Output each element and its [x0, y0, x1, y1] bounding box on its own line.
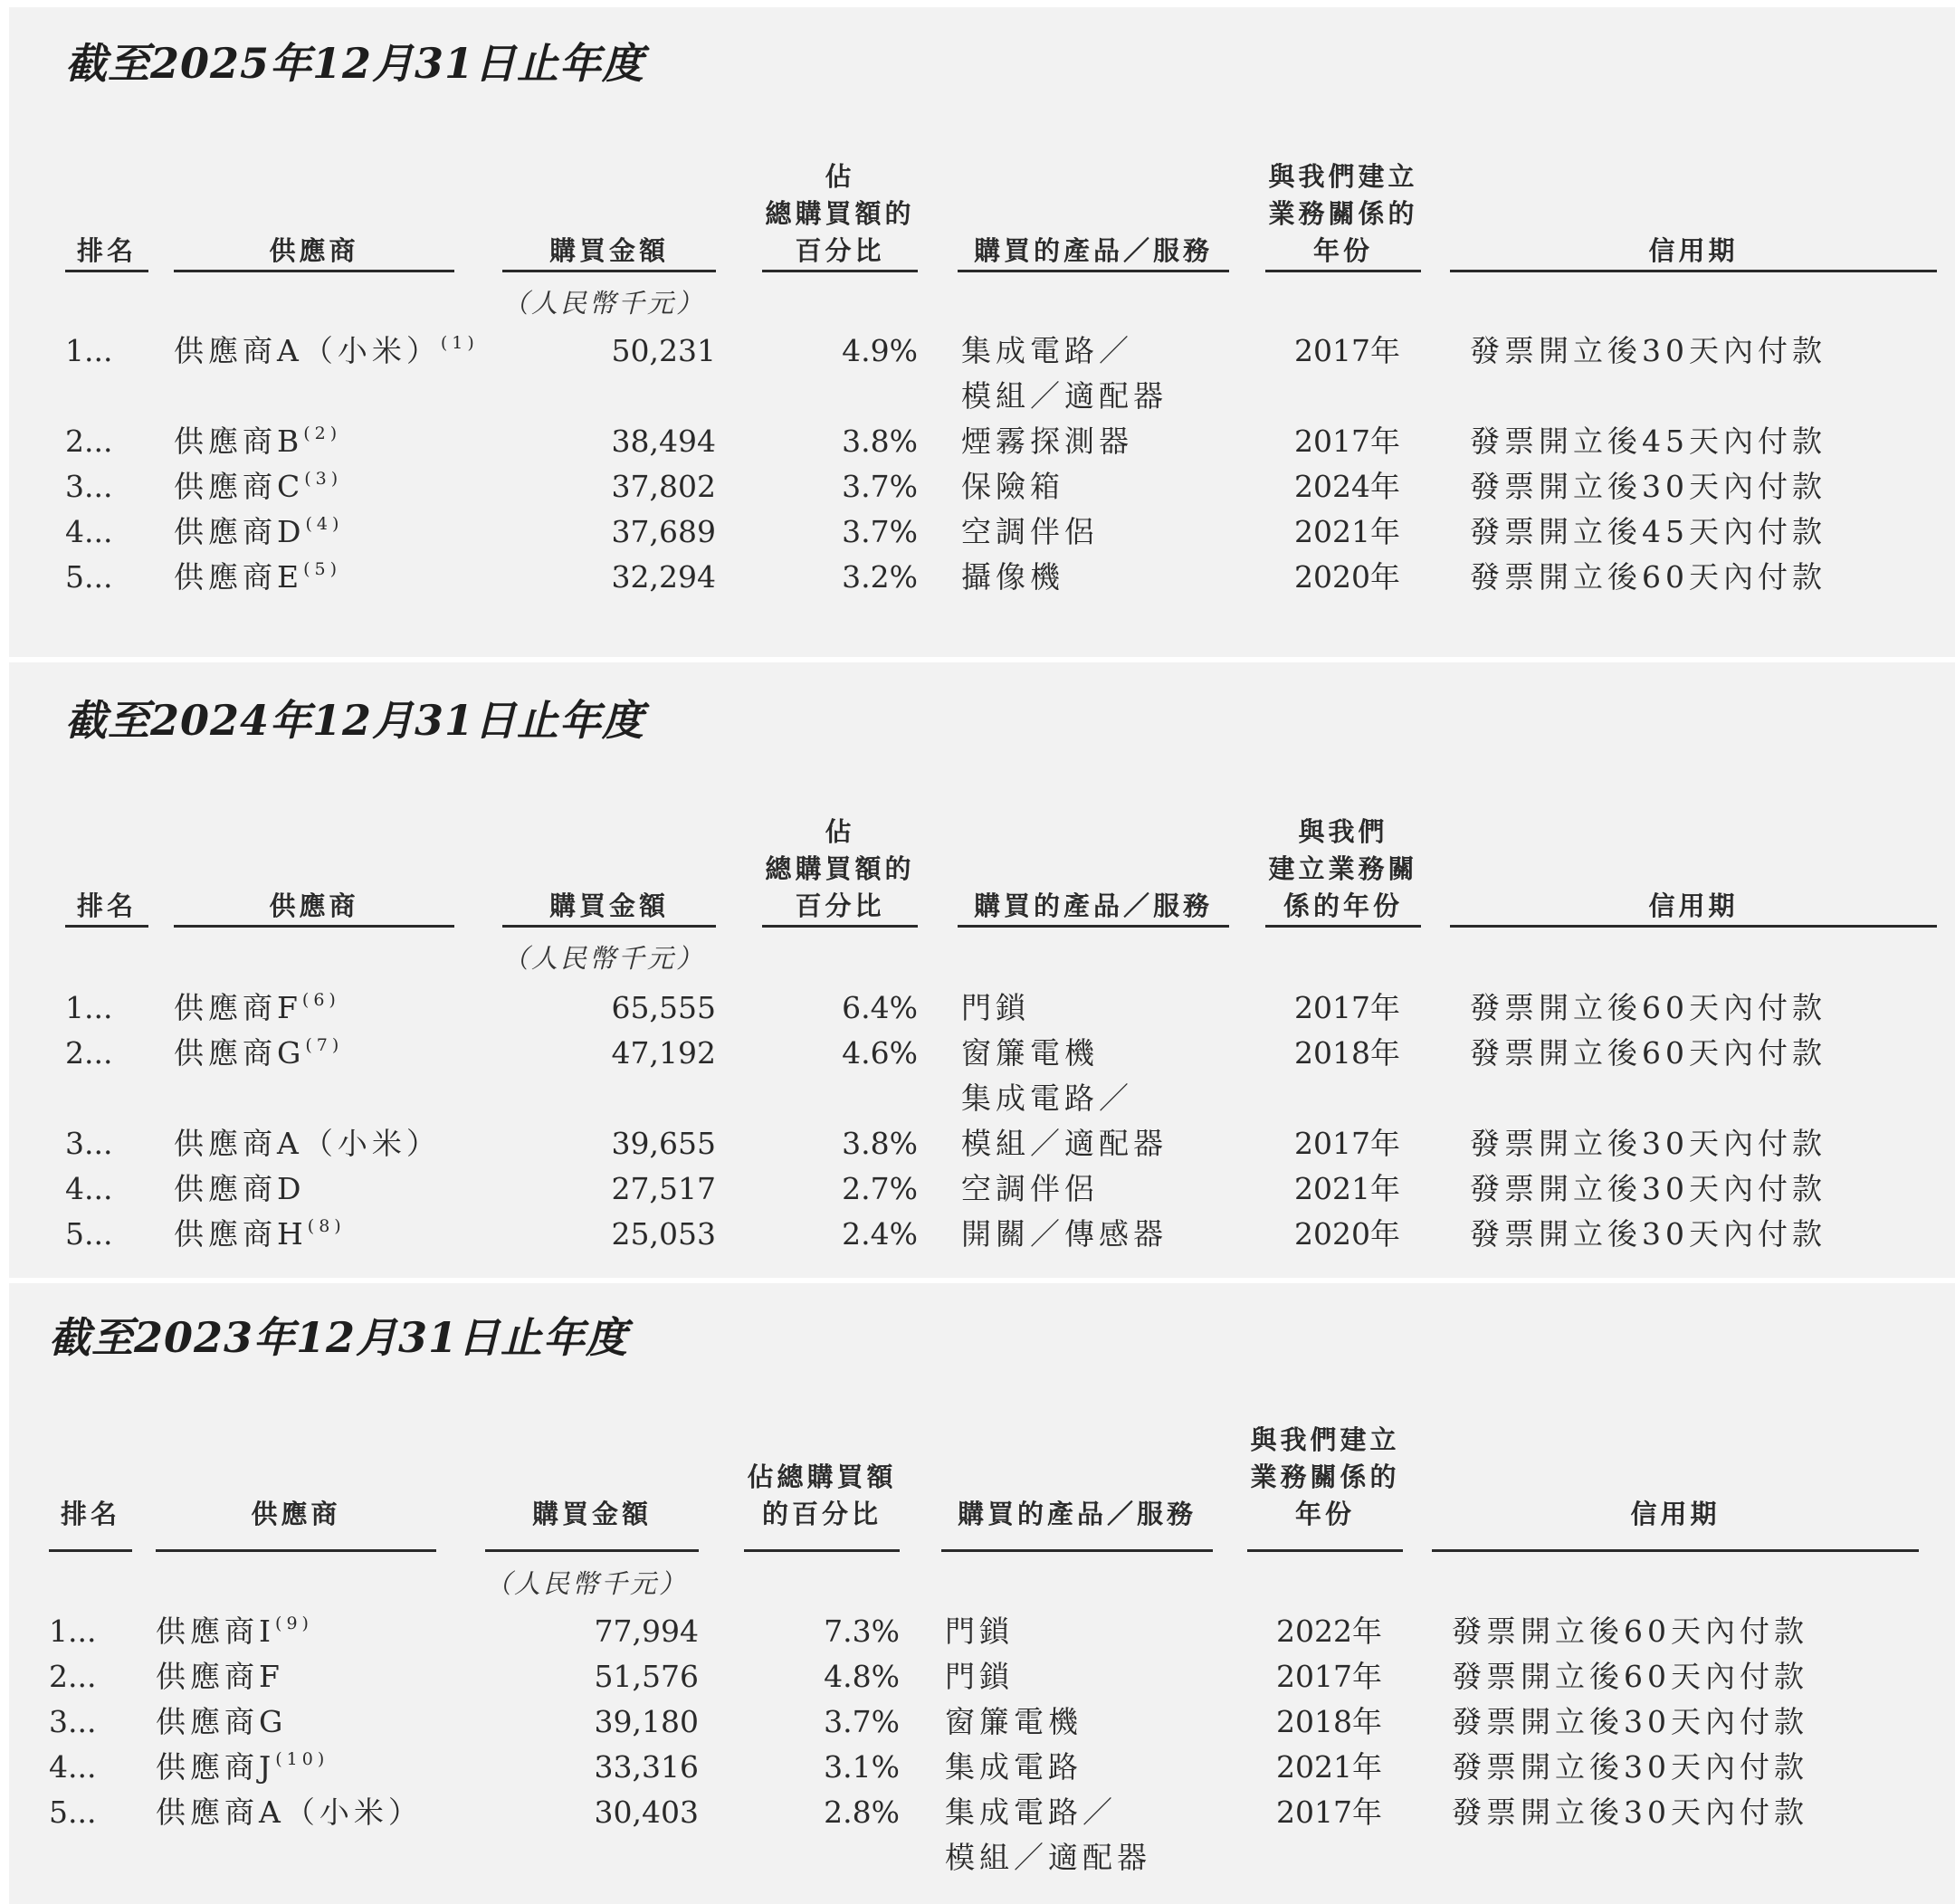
product-cell: 保險箱 [961, 469, 1064, 504]
footnote-ref: (6) [301, 990, 340, 1010]
header-product: 購買的產品／服務 [973, 890, 1213, 921]
year-cell: 2017年 [1276, 1795, 1382, 1830]
supplier-cell: 供應商$I^{(9)}$ [156, 1614, 313, 1649]
table-row [9, 509, 1955, 555]
year-cell: 2017年 [1276, 1659, 1382, 1694]
header-rule [65, 925, 148, 928]
header-percentage: 佔總購買額 的百分比 [747, 1461, 897, 1529]
year-cell: 2021年 [1294, 514, 1400, 549]
header-rule [958, 270, 1229, 272]
section-2024 [9, 662, 1955, 1278]
header-rule [1450, 925, 1937, 928]
header-rule [762, 925, 918, 928]
section-2025 [9, 7, 1955, 657]
header-years: 與我們 建立業務關 係的年份 [1268, 816, 1418, 921]
credit-cell: 發票開立後45天內付款 [1470, 514, 1826, 549]
section-2023 [9, 1283, 1955, 1904]
unit-label: （人民幣千元） [485, 1568, 689, 1599]
amount-cell: 30,403 [594, 1795, 699, 1830]
amount-cell: 47,192 [611, 1035, 716, 1071]
table-row [9, 1212, 1955, 1257]
supplier-cell: 供應商$G^{(7)}$ [174, 1035, 344, 1071]
table-row [9, 985, 1955, 1031]
supplier-cell: 供應商D [174, 1171, 306, 1206]
percentage-cell: 3.7% [842, 469, 918, 504]
header-credit: 信用期 [1648, 235, 1739, 266]
footnote-ref: (1) [440, 333, 479, 353]
credit-cell: 發票開立後30天內付款 [1470, 1171, 1826, 1206]
header-rule [1450, 270, 1937, 272]
footnote-ref: (7) [305, 1035, 344, 1055]
product-cell: 集成電路／ 模組／適配器 [945, 1795, 1151, 1875]
header-rule [941, 1549, 1213, 1552]
header-years: 與我們建立 業務關係的 年份 [1250, 1424, 1400, 1529]
header-rule [1432, 1549, 1919, 1552]
product-cell: 模組／適配器 [961, 1126, 1168, 1161]
credit-cell: 發票開立後30天內付款 [1470, 1216, 1826, 1252]
product-cell: 空調伴侶 [961, 1171, 1099, 1206]
supplier-cell: 供應商$B^{(2)}$ [174, 424, 342, 459]
header-percentage: 佔 總購買額的 百分比 [765, 816, 915, 921]
footnote-ref: (2) [303, 424, 342, 443]
rank-cell: 1... [65, 333, 113, 368]
amount-cell: 77,994 [594, 1614, 699, 1649]
amount-cell: 27,517 [611, 1171, 716, 1206]
supplier-cell: 供應商G [156, 1704, 288, 1739]
table-row [9, 555, 1955, 600]
credit-cell: 發票開立後30天內付款 [1470, 1126, 1826, 1161]
year-cell: 2017年 [1294, 1126, 1400, 1161]
amount-cell: 37,689 [611, 514, 716, 549]
header-product: 購買的產品／服務 [973, 235, 1213, 266]
header-rank: 排名 [60, 1499, 120, 1529]
amount-cell: 39,655 [611, 1126, 716, 1161]
header-credit: 信用期 [1648, 890, 1739, 921]
header-rule [174, 925, 454, 928]
percentage-cell: 3.1% [824, 1749, 900, 1785]
rank-cell: 3... [49, 1704, 97, 1739]
year-cell: 2024年 [1294, 469, 1400, 504]
footnote-ref: (9) [275, 1614, 313, 1633]
credit-cell: 發票開立後60天內付款 [1470, 990, 1826, 1025]
rank-cell: 1... [65, 990, 113, 1025]
unit-label: （人民幣千元） [502, 943, 706, 974]
rank-cell: 3... [65, 1126, 113, 1161]
percentage-cell: 2.4% [842, 1216, 918, 1252]
table-row [9, 1654, 1955, 1699]
table-row [9, 1609, 1955, 1654]
year-cell: 2020年 [1294, 1216, 1400, 1252]
table-row [9, 464, 1955, 509]
amount-cell: 37,802 [611, 469, 716, 504]
header-amount: 購買金額 [531, 1499, 652, 1529]
year-cell: 2018年 [1294, 1035, 1400, 1071]
credit-cell: 發票開立後30天內付款 [1470, 469, 1826, 504]
section-title: 截至2024年12月31日止年度 [65, 696, 645, 745]
footnote-ref: (4) [305, 514, 344, 534]
rank-cell: 2... [49, 1659, 97, 1694]
section-title: 截至2023年12月31日止年度 [49, 1313, 629, 1362]
credit-cell: 發票開立後30天內付款 [1452, 1704, 1808, 1739]
header-rule [762, 270, 918, 272]
supplier-cell: 供應商$D^{(4)}$ [174, 514, 344, 549]
percentage-cell: 4.6% [842, 1035, 918, 1071]
product-cell: 空調伴侶 [961, 514, 1099, 549]
credit-cell: 發票開立後60天內付款 [1452, 1659, 1808, 1694]
year-cell: 2017年 [1294, 333, 1400, 368]
percentage-cell: 4.8% [824, 1659, 900, 1694]
year-cell: 2021年 [1294, 1171, 1400, 1206]
rank-cell: 4... [65, 514, 113, 549]
amount-cell: 32,294 [611, 559, 716, 595]
supplier-cell: 供應商A（小米）$^{(1)}$ [174, 333, 479, 368]
table-row [9, 328, 1955, 414]
percentage-cell: 3.2% [842, 559, 918, 595]
rank-cell: 2... [65, 1035, 113, 1071]
header-rule [1265, 270, 1421, 272]
header-amount: 購買金額 [548, 890, 669, 921]
credit-cell: 發票開立後30天內付款 [1452, 1749, 1808, 1785]
amount-cell: 65,555 [611, 990, 716, 1025]
table-row [9, 1166, 1955, 1212]
header-supplier: 供應商 [251, 1499, 341, 1529]
product-cell: 門鎖 [961, 990, 1030, 1025]
header-supplier: 供應商 [269, 235, 359, 266]
credit-cell: 發票開立後60天內付款 [1470, 1035, 1826, 1071]
credit-cell: 發票開立後30天內付款 [1452, 1795, 1808, 1830]
table-row [9, 1790, 1955, 1875]
rank-cell: 3... [65, 469, 113, 504]
supplier-cell: 供應商$H^{(8)}$ [174, 1216, 346, 1252]
header-rule [744, 1549, 900, 1552]
percentage-cell: 3.7% [842, 514, 918, 549]
supplier-cell: 供應商A（小米） [156, 1795, 423, 1830]
rank-cell: 4... [65, 1171, 113, 1206]
header-rule [1265, 925, 1421, 928]
product-cell: 窗簾電機 [961, 1035, 1099, 1071]
percentage-cell: 4.9% [842, 333, 918, 368]
percentage-cell: 6.4% [842, 990, 918, 1025]
product-cell: 煙霧探測器 [961, 424, 1133, 459]
year-cell: 2018年 [1276, 1704, 1382, 1739]
header-rule [174, 270, 454, 272]
header-percentage: 佔 總購買額的 百分比 [765, 161, 915, 266]
table-row-continuation [9, 1076, 1955, 1121]
table-row [9, 419, 1955, 464]
product-cell: 開關／傳感器 [961, 1216, 1168, 1252]
amount-cell: 51,576 [594, 1659, 699, 1694]
header-rule [156, 1549, 436, 1552]
credit-cell: 發票開立後30天內付款 [1470, 333, 1826, 368]
header-rank: 排名 [76, 235, 137, 266]
supplier-cell: 供應商A（小米） [174, 1126, 441, 1161]
credit-cell: 發票開立後60天內付款 [1470, 559, 1826, 595]
header-rule [65, 270, 148, 272]
product-cell: 門鎖 [945, 1659, 1014, 1694]
supplier-cell: 供應商$E^{(5)}$ [174, 559, 342, 595]
table-row [9, 1745, 1955, 1790]
amount-cell: 39,180 [594, 1704, 699, 1739]
percentage-cell: 3.8% [842, 1126, 918, 1161]
product-cell: 攝像機 [961, 559, 1064, 595]
product-cell: 集成電路 [945, 1749, 1082, 1785]
header-product: 購買的產品／服務 [957, 1499, 1197, 1529]
header-rank: 排名 [76, 890, 137, 921]
year-cell: 2021年 [1276, 1749, 1382, 1785]
header-rule [49, 1549, 132, 1552]
year-cell: 2017年 [1294, 424, 1400, 459]
credit-cell: 發票開立後60天內付款 [1452, 1614, 1808, 1649]
percentage-cell: 3.7% [824, 1704, 900, 1739]
rank-cell: 2... [65, 424, 113, 459]
footnote-ref: (10) [275, 1749, 329, 1769]
header-years: 與我們建立 業務關係的 年份 [1268, 161, 1418, 266]
header-rule [485, 1549, 699, 1552]
product-cell: 集成電路／ [961, 1081, 1133, 1116]
supplier-cell: 供應商$F^{(6)}$ [174, 990, 340, 1025]
product-cell: 窗簾電機 [945, 1704, 1082, 1739]
year-cell: 2022年 [1276, 1614, 1382, 1649]
amount-cell: 50,231 [611, 333, 716, 368]
table-row [9, 1121, 1955, 1166]
header-rule [502, 925, 716, 928]
header-rule [502, 270, 716, 272]
rank-cell: 4... [49, 1749, 97, 1785]
rank-cell: 5... [65, 1216, 113, 1252]
header-rule [1247, 1549, 1403, 1552]
header-rule [958, 925, 1229, 928]
rank-cell: 5... [49, 1795, 97, 1830]
header-amount: 購買金額 [548, 235, 669, 266]
header-credit: 信用期 [1630, 1499, 1721, 1529]
footnote-ref: (5) [303, 559, 342, 579]
section-title: 截至2025年12月31日止年度 [65, 39, 645, 88]
supplier-cell: 供應商$C^{(3)}$ [174, 469, 343, 504]
amount-cell: 33,316 [594, 1749, 699, 1785]
amount-cell: 38,494 [611, 424, 716, 459]
supplier-cell: 供應商F [156, 1659, 284, 1694]
footnote-ref: (8) [307, 1216, 346, 1236]
percentage-cell: 2.7% [842, 1171, 918, 1206]
rank-cell: 5... [65, 559, 113, 595]
percentage-cell: 7.3% [824, 1614, 900, 1649]
percentage-cell: 2.8% [824, 1795, 900, 1830]
year-cell: 2017年 [1294, 990, 1400, 1025]
rank-cell: 1... [49, 1614, 97, 1649]
table-row [9, 1699, 1955, 1745]
supplier-cell: 供應商$J^{(10)}$ [156, 1749, 329, 1785]
table-row [9, 1031, 1955, 1076]
header-supplier: 供應商 [269, 890, 359, 921]
year-cell: 2020年 [1294, 559, 1400, 595]
amount-cell: 25,053 [611, 1216, 716, 1252]
percentage-cell: 3.8% [842, 424, 918, 459]
unit-label: （人民幣千元） [502, 288, 706, 319]
credit-cell: 發票開立後45天內付款 [1470, 424, 1826, 459]
product-cell: 集成電路／ 模組／適配器 [961, 333, 1168, 414]
product-cell: 門鎖 [945, 1614, 1014, 1649]
footnote-ref: (3) [304, 469, 343, 489]
